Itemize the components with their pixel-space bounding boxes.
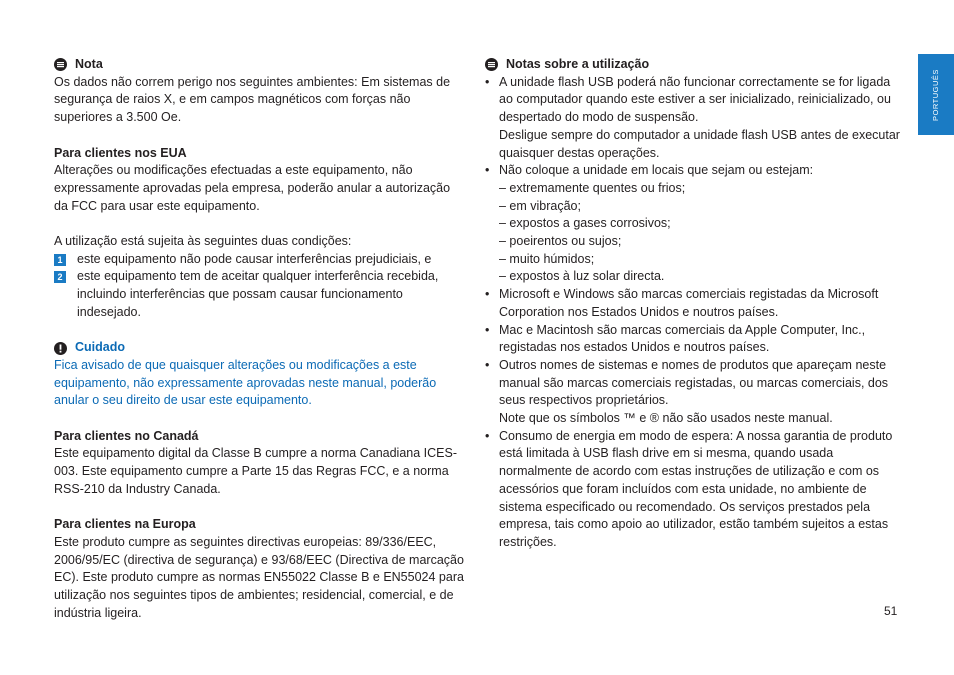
- caution-icon: [54, 342, 67, 355]
- bullet-text: A unidade flash USB poderá não funcionar correctamente se for ligada ao computador quando este estiver a ser inicializado, reinicializado, ou despertado do modo de suspensão.: [499, 74, 891, 125]
- bullet-text: Microsoft e Windows são marcas comerciais registadas da Microsoft Corporation nos Estados Unidos e noutros países.: [499, 287, 879, 319]
- bullet-text: Mac e Macintosh são marcas comerciais da Apple Computer, Inc., registadas nos estados Unidos e noutros países.: [499, 322, 866, 355]
- condition-text: este equipamento tem de aceitar qualquer interferência recebida, incluindo interferências que possam causar funcionamento indesejado.: [77, 269, 439, 319]
- sub-item: – em vibração;: [499, 198, 581, 213]
- bullet-text: Desligue sempre do computador a unidade flash USB antes de executar quaisquer destas operações.: [499, 127, 900, 160]
- canada-text: Este equipamento digital da Classe B cumpre a norma Canadiana ICES-003. Este equipamento cumpre a Parte 15 das Regras FCC, e a norma RSS-210 da Industry Canada.: [54, 446, 457, 496]
- condition-number-badge: 2: [54, 271, 66, 283]
- caution-title: Cuidado: [75, 340, 125, 355]
- conditions-intro: A utilização está sujeita às seguintes duas condições:: [54, 234, 352, 248]
- caution-heading: [54, 339, 466, 357]
- europe-title: Para clientes na Europa: [54, 517, 196, 532]
- sub-item: – muito húmidos;: [499, 251, 595, 266]
- bullet-text: Não coloque a unidade em locais que sejam ou estejam:: [499, 163, 814, 178]
- language-tab: [918, 54, 954, 135]
- bullet-text: Outros nomes de sistemas e nomes de produtos que apareçam neste manual são marcas comerciais registadas, ou marcas comerciais, dos seus respectivos proprietários.: [499, 357, 889, 408]
- list-item: [485, 428, 903, 552]
- sub-item: – expostos a gases corrosivos;: [499, 216, 671, 231]
- usage-notes-list: [485, 74, 903, 552]
- usa-text: Alterações ou modificações efectuadas a este equipamento, não expressamente aprovadas pela empresa, poderão anular a autorização da FCC para usar este equipamento.: [54, 163, 451, 213]
- list-item: [485, 74, 903, 163]
- sub-item: – poeirentos ou sujos;: [499, 234, 622, 249]
- europe-heading: [54, 516, 466, 534]
- canada-heading: [54, 428, 466, 446]
- list-item: [485, 322, 903, 357]
- note-icon: [54, 58, 67, 71]
- note-text: Os dados não correm perigo nos seguintes ambientes: Em sistemas de segurança de raios X, e em campos magnéticos com forças não superiores a 3.500 Oe.: [54, 74, 451, 125]
- caution-text: Fica avisado de que quaisquer alterações ou modificações a este equipamento, não expressamente aprovadas neste manual, poderão anular o seu direito de usar este equipamento.: [54, 357, 437, 408]
- bullet-text: Consumo de energia em modo de espera: A nossa garantia de produto está limitada à USB flash drive em si mesma, quando usada normalmente de acordo com estas instruções de utilização e com os acessórios que foram incluídos com esta unidade, no ambiente de sistema especificado ou recomendado. Os serviços prestados pela empresa, tais como apoio ao utilizador, estão também sujeitos a estas restrições.: [499, 428, 893, 549]
- sub-item: – extremamente quentes ou frios;: [499, 180, 686, 195]
- europe-text: Este produto cumpre as seguintes directivas europeias: 89/336/EEC, 2006/95/EC (directiva de segurança) e 93/68/EEC (Directiva de marcação EC). Este produto cumpre as normas EN55022 Classe B e EN55024 para utilização nos seguintes tipos de ambientes; residencial, comercial, e de indústria ligeira.: [54, 534, 464, 620]
- language-tab-label: PORTUGUÊS: [931, 68, 941, 121]
- note-icon: [485, 58, 498, 71]
- bullet-text: Note que os símbolos ™ e ® não são usados neste manual.: [499, 411, 833, 426]
- note-heading: [54, 56, 466, 74]
- list-item: [485, 357, 903, 428]
- condition-item: [54, 251, 466, 269]
- sub-item: – expostos à luz solar directa.: [499, 269, 665, 284]
- list-item: [485, 286, 903, 321]
- usage-notes-title: Notas sobre a utilização: [506, 57, 650, 71]
- note-title: Nota: [75, 57, 103, 71]
- usage-notes-heading: [485, 56, 903, 74]
- page-number: 51: [884, 604, 898, 618]
- list-item: [485, 162, 903, 286]
- left-column: [54, 56, 466, 622]
- condition-number-badge: 1: [54, 254, 66, 266]
- usa-heading: [54, 145, 466, 163]
- condition-item: [54, 268, 466, 321]
- right-column: [485, 56, 903, 552]
- canada-title: Para clientes no Canadá: [54, 428, 199, 443]
- condition-text: este equipamento não pode causar interferências prejudiciais, e: [77, 251, 432, 266]
- usa-title: Para clientes nos EUA: [54, 145, 187, 160]
